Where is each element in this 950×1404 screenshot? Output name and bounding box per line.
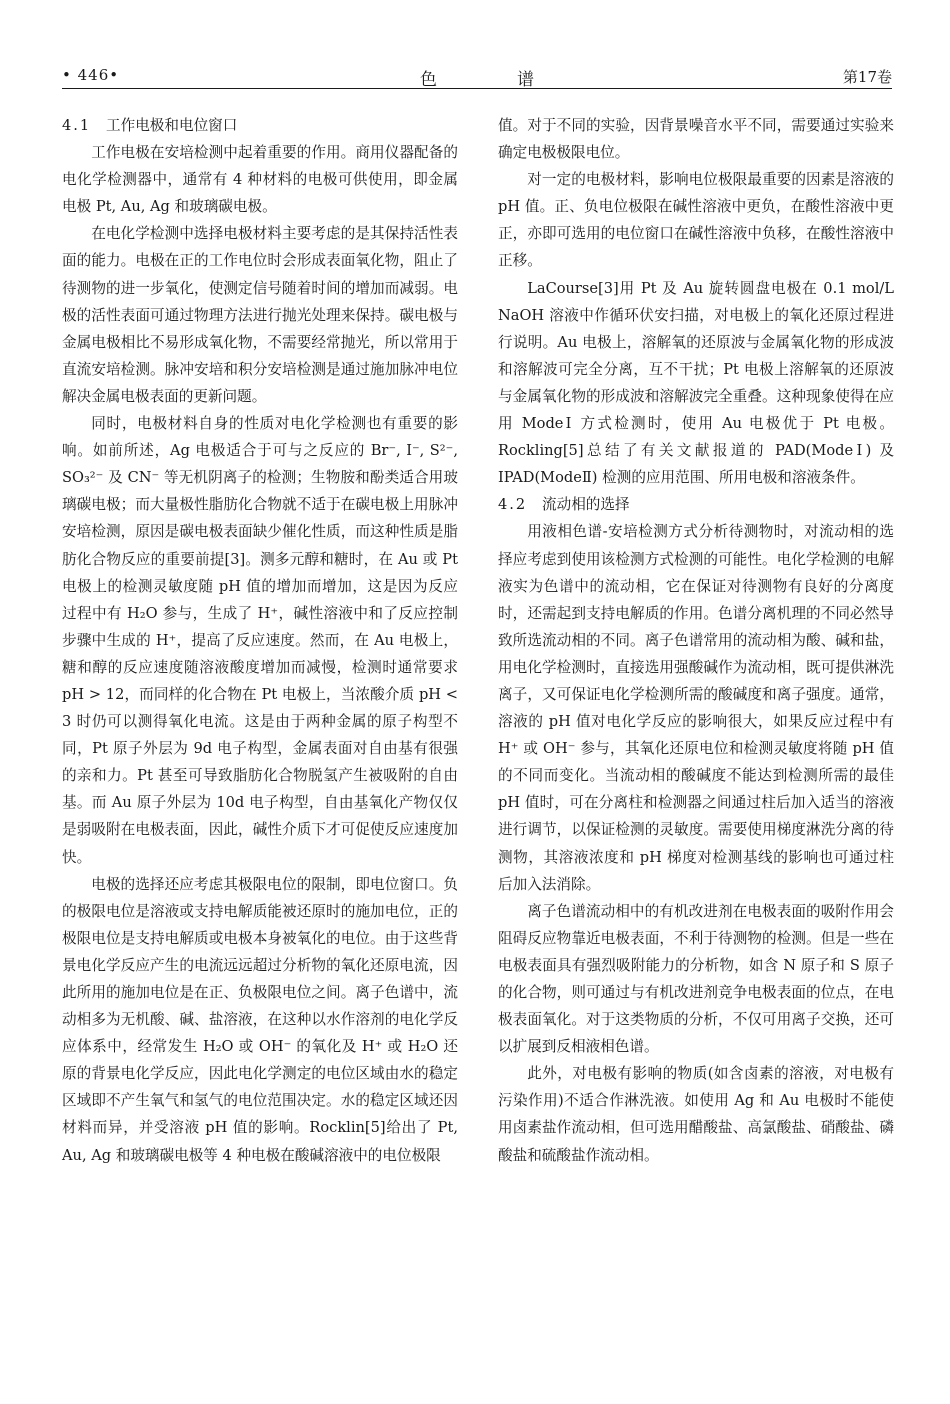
page-number: • 446• [62,66,120,84]
section-heading-4-2 [498,491,894,518]
journal-title: 色谱 [420,70,614,90]
volume-label: 第17卷 [842,68,892,86]
paragraph: 工作电极在安培检测中起着重要的作用。商用仪器配备的电化学检测器中，通常有 4 种材料的电极可供使用，即金属电极 Pt, Au, Ag 和玻璃碳电极。 [62,144,458,216]
paragraph: 对一定的电极材料，影响电位极限最重要的因素是溶液的 pH 值。正、负电位极限在碱性溶液中更负，在酸性溶液中更正，亦即可选用的电位窗口在碱性溶液中负移，在酸性溶液中正移。 [498,171,894,270]
paragraph: 此外，对电极有影响的物质(如含卤素的溶液，对电极有污染作用)不适合作淋洗液。如使用 Ag 和 Au 电极时不能使用卤素盐作流动相，但可选用醋酸盐、高氯酸盐、硝酸盐、磷酸盐和硫酸盐作流动相。 [498,1065,894,1164]
paragraph: 在电化学检测中选择电极材料主要考虑的是其保持活性表面的能力。电极在正的工作电位时会形成表面氧化物，阻止了待测物的进一步氧化，使测定信号随着时间的增加而减弱。电极的活性表面可通过物理方法进行抛光处理来保持。碳电极与金属电极相比不易形成氧化物，不需要经常抛光，所以常用于直流安培检测。脉冲安培和积分安培检测是通过施加脉冲电位解决金属电极表面的更新问题。 [62,225,458,405]
section-number: 4.2 [498,496,528,514]
page-header [62,62,892,89]
section-title: 工作电极和电位窗口 [106,117,238,134]
section-heading-4-1 [62,112,458,139]
paragraph-continued: 值。对于不同的实验，因背景噪音水平不同，需要通过实验来确定电极极限电位。 [498,117,894,162]
paragraph: LaCourse[3]用 Pt 及 Au 旋转圆盘电极在 0.1 mol/L NaOH 溶液中作循环伏安扫描，对电极上的氧化还原过程进行说明。Au 电极上，溶解氧的还原波与金属氧化物的形成波和溶解波可完全分离，互不干扰；Pt 电极上溶解氧的还原波与金属氧化物的形成波和溶解波完全重叠。这种现象使得在应用 ModeⅠ 方式检测时，使用 Au 电极优于 Pt 电极。Rockling[5]总结了有关文献报道的 PAD(ModeⅠ) 及 IPAD(ModeⅡ) 检测的应用范围、所用电极和溶液条件。 [498,279,894,487]
section-number: 4.1 [62,117,92,134]
paragraph: 电极的选择还应考虑其极限电位的限制，即电位窗口。负的极限电位是溶液或支持电解质能被还原时的施加电位，正的极限电位是支持电解质或电极本身被氧化的电位。由于这些背景电化学反应产生的电流远远超过分析物的氧化还原电流，因此所用的施加电位是在正、负极限电位之间。离子色谱中，流动相多为无机酸、碱、盐溶液，在这种以水作溶剂的电化学反应体系中，经常发生 H₂O 或 OH⁻ 的氧化及 H⁺ 或 H₂O 还原的背景电化学反应，因此电化学测定的电位区域由水的稳定区域即不产生氧气和氢气的电位范围决定。水的稳定区域还因材料而异，并受溶液 pH 值的影响。Rocklin[5]给出了 Pt, Au, Ag 和玻璃碳电极等 4 种电极在酸碱溶液中的电位极限 [62,875,458,1164]
right-column [498,112,894,1169]
paragraph: 用液相色谱-安培检测方式分析待测物时，对流动相的选择应考虑到使用该检测方式检测的可能性。电化学检测的电解液实为色谱中的流动相，它在保证对待测物有良好的分离度时，还需起到支持电解质的作用。色谱分离机理的不同必然导致所选流动相的不同。离子色谱常用的流动相为酸、碱和盐，用电化学检测时，直接选用强酸碱作为流动相，既可提供淋洗离子，又可保证电化学检测所需的酸碱度和离子强度。通常，溶液的 pH 值对电化学反应的影响很大，如果反应过程中有 H⁺ 或 OH⁻ 参与，其氧化还原电位和检测灵敏度将随 pH 值的不同而变化。当流动相的酸碱度不能达到检测所需的最佳 pH 值时，可在分离柱和检测器之间通过柱后加入适当的溶液进行调节，以保证检测的灵敏度。需要使用梯度淋洗分离的待测物，其溶液浓度和 pH 梯度对检测基线的影响也可通过柱后加入法消除。 [498,523,894,893]
section-title: 流动相的选择 [542,496,630,514]
paragraph: 同时，电极材料自身的性质对电化学检测也有重要的影响。如前所述，Ag 电极适合于可与之反应的 Br⁻, I⁻, S²⁻, SO₃²⁻ 及 CN⁻ 等无机阴离子的检测；生物胺和酚类适合用玻璃碳电极；而大量极性脂肪化合物就不适于在碳电极上用脉冲安培检测，原因是碳电极表面缺少催化性质，而这种性质是脂肪化合物反应的重要前提[3]。测多元醇和糖时，在 Au 或 Pt 电极上的检测灵敏度随 pH 值的增加而增加，这是因为反应过程中有 H₂O 参与，生成了 H⁺，碱性溶液中和了反应控制步骤中生成的 H⁺，提高了反应速度。然而，在 Au 电极上，糖和醇的反应速度随溶液酸度增加而减慢，检测时通常要求 pH > 12，而同样的化合物在 Pt 电极上，当浓酸介质 pH < 3 时仍可以测得氧化电流。这是由于两种金属的原子构型不同，Pt 原子外层为 9d 电子构型，金属表面对自由基有很强的亲和力。Pt 甚至可导致脂肪化合物脱氢产生被吸附的自由基。而 Au 原子外层为 10d 电子构型，自由基氧化产物仅仅是弱吸附在电极表面，因此，碱性介质下才可促使反应速度加快。 [62,415,458,866]
paragraph: 离子色谱流动相中的有机改进剂在电极表面的吸附作用会阻碍反应物靠近电极表面，不利于待测物的检测。但是一些在电极表面具有强烈吸附能力的分析物，如含 N 原子和 S 原子的化合物，则可通过与有机改进剂竞争电极表面的位点，在电极表面氧化。对于这类物质的分析，不仅可用离子交换，还可以扩展到反相液相色谱。 [498,902,894,1056]
left-column [62,112,458,1169]
